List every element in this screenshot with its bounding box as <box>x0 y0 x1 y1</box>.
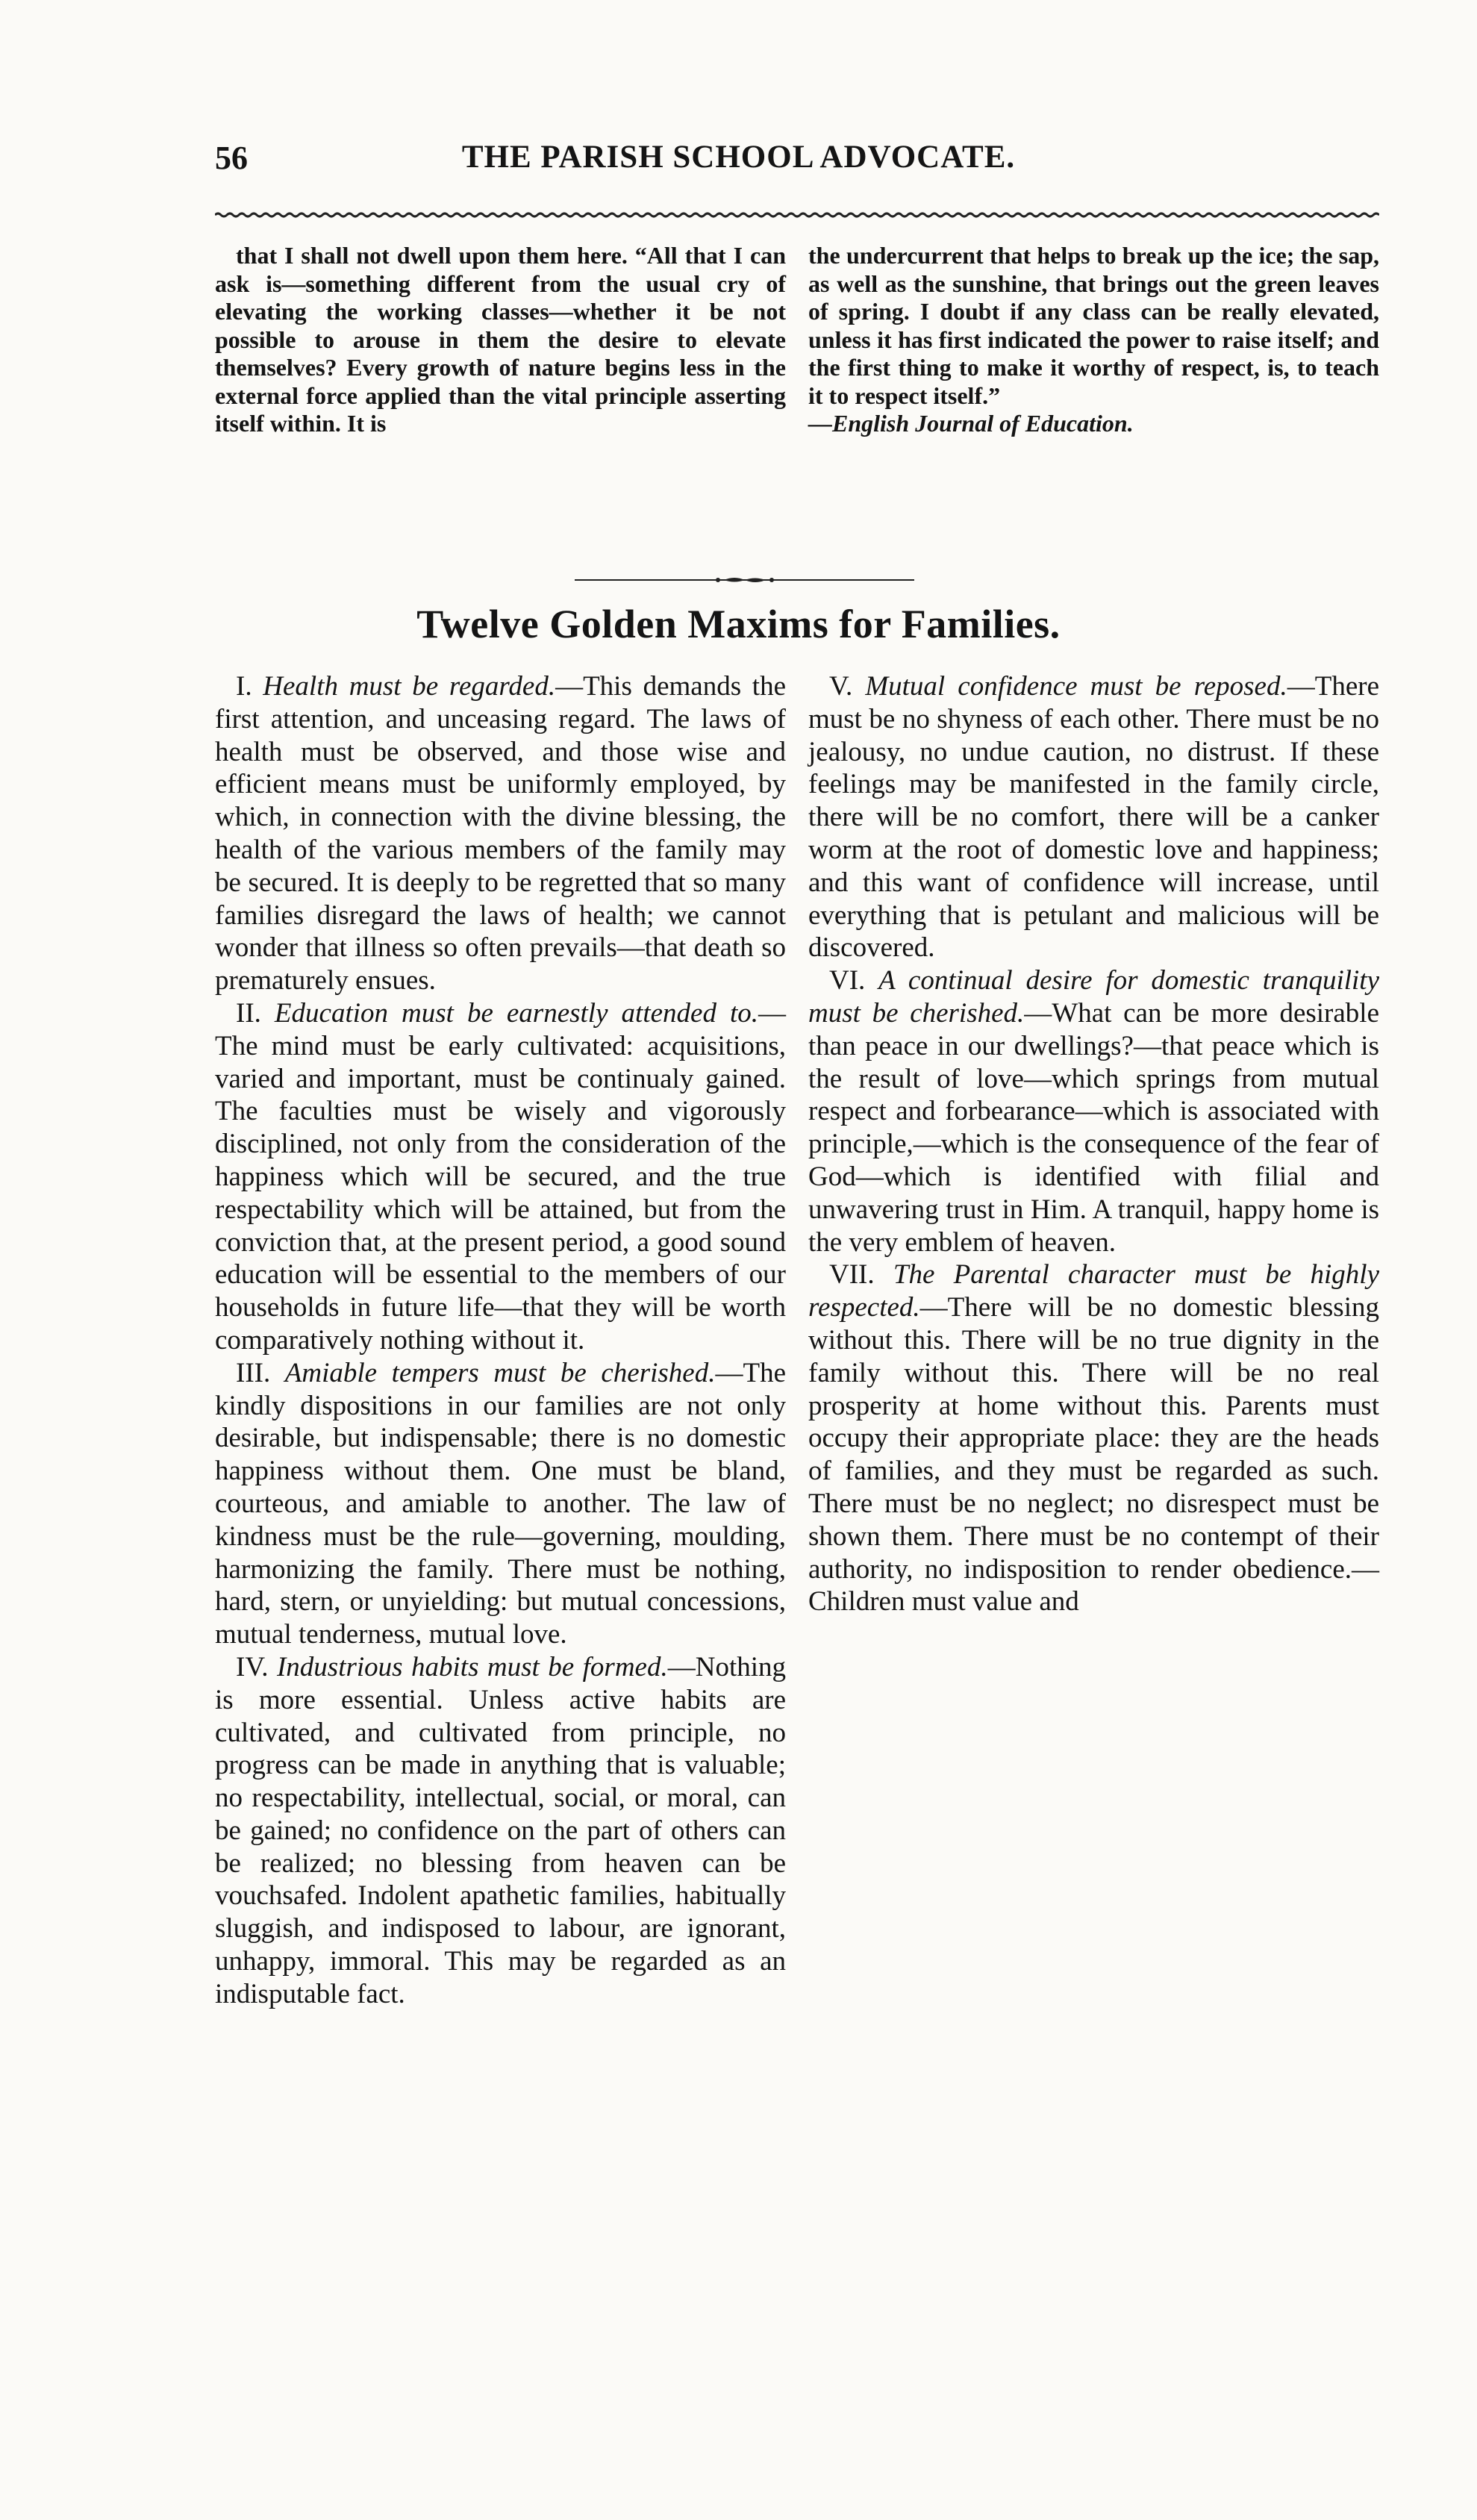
maxim-3-label: III. <box>236 1357 285 1388</box>
maxim-4-title: Industrious habits must be formed. <box>276 1651 668 1682</box>
maxim-7-text: —There will be no domestic blessing without this. There will be no true dignity in the family without this. There will be no real prosperity at home without this. Parents must occupy their appropriate place: they are the heads of families, and they must be regarded as such. There must be no neglect; no disrespect must be shown them. There must be no contempt of their authority, no indisposition to render obedience.—Children must value and <box>808 1292 1379 1618</box>
maxim-6-title: A continual desire for domestic tranquility must be cherished. <box>808 965 1379 1029</box>
wavy-rule-divider <box>215 210 1379 219</box>
maxim-6-label: VI. <box>829 965 879 997</box>
maxim-5-text: —There must be no shyness of each other. There must be no jealousy, no undue caution, no distrust. If these feelings may be manifested in the family circle, there will be no comfort, there will be a canker worm at the root of domestic love and happiness; and this want of confidence will increase, until everything that is petulant and malicious will be discovered. <box>808 671 1379 964</box>
maxim-5-label: V. <box>829 671 866 702</box>
maxim-3 <box>215 1357 786 1651</box>
maxim-1 <box>215 670 786 997</box>
maxim-6-text: —What can be more desirable than peace in our dwellings?—that peace which is the result of love—which springs from mutual respect and forbearance—which is associated with principle,—which is the consequence of the fear of God—which is identified with filial and unwavering trust in Him. A tranquil, happy home is the very emblem of heaven. <box>808 997 1379 1258</box>
maxim-4-start <box>215 1651 786 2011</box>
maxim-3-title: Amiable tempers must be cherished. <box>284 1357 716 1388</box>
maxim-7-label: VII. <box>829 1259 893 1291</box>
maxim-4-label: IV. <box>236 1651 277 1682</box>
maxim-4-text: —Nothing is more essential. Unless active habits are cultivated, and cultivated from principle, no progress can be made in anything that is valuable; no respectability, intellectual, social, or moral, can be gained; no confidence on the part of others can be realized; no blessing from heaven can be vouchsafed. Indolent apathetic families, habitually sluggish, and indisposed to labour, are ignorant, unhappy, immoral. This may be regarded as an indisputable fact. <box>215 1651 786 2009</box>
maxim-7 <box>808 1259 1379 1618</box>
intro-left-column <box>215 242 786 438</box>
maxim-3-text: —The kindly dispositions in our families are not only desirable, but indispensable; there is no domestic happiness without them. One must be bland, courteous, and amiable to another. The law of kindness must be the rule—governing, moulding, harmonizing the family. There must be nothing, hard, stern, or unyielding: but mutual concessions, mutual tenderness, mutual love. <box>215 1357 786 1650</box>
maxim-2 <box>215 997 786 1357</box>
maxim-2-label: II. <box>236 997 275 1029</box>
maxim-5-title: Mutual confidence must be reposed. <box>865 671 1287 702</box>
maxim-2-text: —The mind must be early cultivated: acquisitions, varied and important, must be continualy gained. The faculties must be wisely and vigorously disciplined, not only from the consideration of the happiness which will be secured, and the true respectability which will be attained, but from the conviction that, at the present period, a good sound education will be essential to the members of our households in future life—that they will be worth comparatively nothing without it. <box>215 997 786 1356</box>
maxim-2-title: Education must be earnestly attended to. <box>274 997 758 1029</box>
article-title: Twelve Golden Maxims for Families. <box>416 602 1061 646</box>
intro-attribution: —English Journal of Education. <box>808 410 1134 437</box>
section-ornament <box>575 575 914 585</box>
maxim-7-title: The Parental character must be highly respected. <box>808 1259 1379 1323</box>
maxims-left-column <box>215 670 786 2011</box>
running-head: THE PARISH SCHOOL ADVOCATE. <box>461 140 1016 175</box>
maxims-right-column <box>808 670 1379 1618</box>
page-header <box>0 139 1477 184</box>
intro-right-body: the undercurrent that helps to break up the ice; the sap, as well as the sunshine, that brings out the green leaves of spring. I doubt if any class can be really elevated, unless it has first indicated the power to raise itself; and the first thing to make it worthy of respect, is, to teach it to respect itself.” <box>808 242 1379 409</box>
maxim-1-label: I. <box>236 671 263 702</box>
intro-left-text: that I shall not dwell upon them here. “All that I can ask is—something different from the usual cry of elevating the working classes—whether it be not possible to arouse in them the desire to elevate themselves? Every growth of nature begins less in the external force applied than the vital principle asserting itself within. It is <box>215 242 786 437</box>
maxim-6 <box>808 964 1379 1259</box>
intro-right-column <box>808 242 1379 438</box>
maxim-1-text: —This demands the first attention, and unceasing regard. The laws of health must be observed, and those wise and efficient means must be uniformly employed, by which, in connection with the divine blessing, the health of the various members of the family may be secured. It is deeply to be regretted that so many families disregard the laws of health; we cannot wonder that illness so often prevails—that death so prematurely ensues. <box>215 671 786 997</box>
maxim-1-title: Health must be regarded. <box>263 671 556 702</box>
page-number: 56 <box>215 140 248 176</box>
intro-right-text <box>808 242 1379 438</box>
maxim-5 <box>808 670 1379 964</box>
